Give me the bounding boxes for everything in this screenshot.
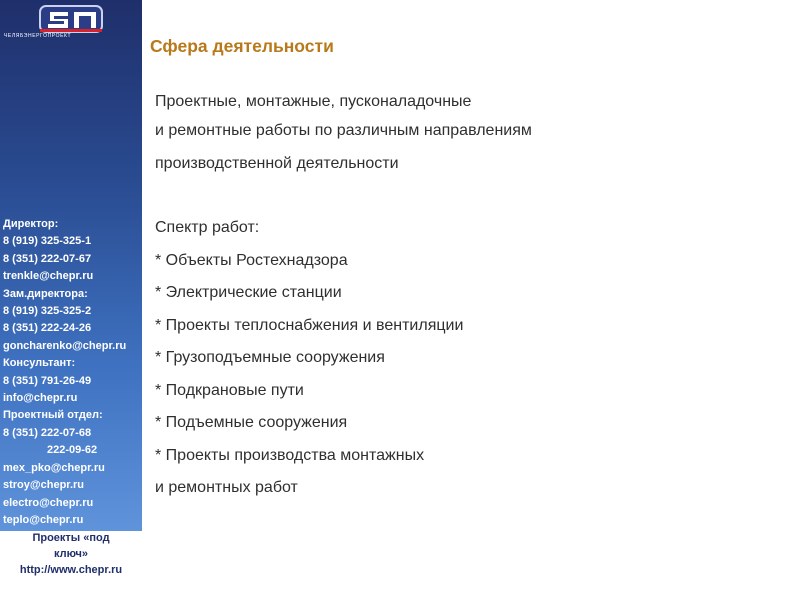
director-email-link[interactable]: trenkle@chepr.ru (3, 270, 94, 283)
deputy-email-link[interactable]: goncharenko@chepr.ru (3, 339, 127, 352)
deputy-phone-mobile: 8 (919) 325-325-2 (3, 305, 92, 318)
website-link[interactable]: http://www.chepr.ru (19, 564, 123, 576)
consultant-phone: 8 (351) 791-26-49 (3, 374, 92, 387)
deputy-label: Зам.директора: (3, 287, 88, 300)
intro-line: и ремонтные работы по различным направлениям (155, 122, 532, 139)
spectrum-item: * Объекты Ростехнадзора (155, 251, 348, 269)
director-phone-office: 8 (351) 222-07-67 (3, 252, 92, 265)
logo-text: ЧЕЛЯБЭНЕРГОПРОЕКТ (4, 33, 72, 39)
sidebar-footer (0, 530, 142, 578)
spectrum-item: * Проекты производства монтажных (155, 446, 425, 464)
turnkey-projects-label: Проекты «под ключ» (32, 532, 110, 560)
intro-line: производственной деятельности (155, 154, 399, 172)
stroy-email-link[interactable]: stroy@chepr.ru (3, 479, 85, 492)
sidebar (0, 0, 142, 531)
mex-email-link[interactable]: mex_pko@chepr.ru (3, 461, 105, 474)
info-email-link[interactable]: info@chepr.ru (3, 392, 78, 405)
spacer (155, 184, 775, 216)
design-dept-phone: 8 (351) 222-07-68 (3, 426, 92, 439)
intro-line: Проектные, монтажные, пусконаладочные (155, 93, 472, 110)
spectrum-item: * Проекты теплоснабжения и вентиляции (155, 316, 464, 334)
teplo-email-link[interactable]: teplo@chepr.ru (3, 513, 84, 526)
spectrum-heading: Спектр работ: (155, 219, 260, 236)
page-title: Сфера деятельности (150, 36, 334, 56)
design-dept-label: Проектный отдел: (3, 409, 103, 422)
main-content (155, 90, 775, 509)
electro-email-link[interactable]: electro@chepr.ru (3, 496, 94, 509)
consultant-label: Консультант: (3, 357, 76, 370)
spectrum-item: * Подкрановые пути (155, 381, 304, 399)
spectrum-item: и ремонтных работ (155, 479, 298, 496)
spectrum-item: * Грузоподъемные сооружения (155, 349, 385, 366)
spectrum-item: * Подъемные сооружения (155, 414, 348, 431)
director-phone-mobile: 8 (919) 325-325-1 (3, 235, 92, 248)
director-label: Директор: (3, 218, 59, 230)
contacts-list (3, 216, 143, 529)
design-dept-phone-2: 222-09-62 (47, 444, 98, 457)
deputy-phone-office: 8 (351) 222-24-26 (3, 322, 92, 335)
spectrum-item: * Электрические станции (155, 284, 342, 301)
